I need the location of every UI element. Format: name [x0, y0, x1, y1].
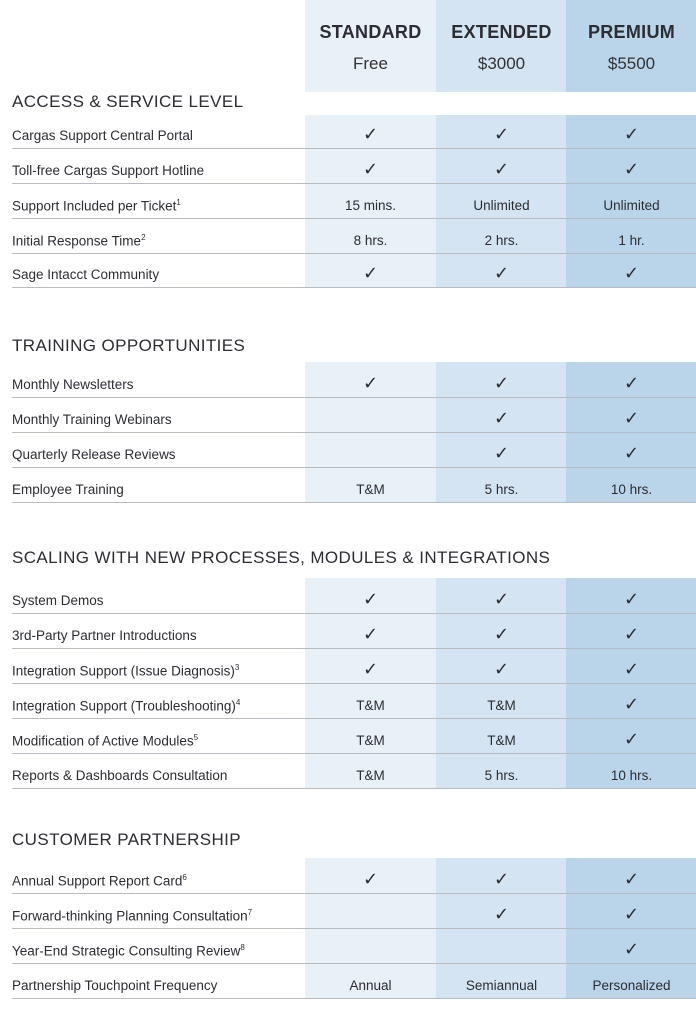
table-row: [12, 397, 696, 433]
check-icon: ✓: [623, 124, 640, 144]
table-row: [12, 753, 696, 789]
check-icon: ✓: [623, 443, 640, 463]
check-icon: ✓: [493, 159, 510, 179]
check-icon: ✓: [493, 124, 510, 144]
check-icon: ✓: [362, 159, 379, 179]
check-icon: ✓: [493, 408, 510, 428]
footnote-marker: 8: [240, 942, 245, 952]
footnote-marker: 6: [182, 872, 187, 882]
check-icon: ✓: [362, 263, 379, 283]
row-label: Support Included per Ticket$^1$: [12, 197, 181, 213]
table-row: [12, 683, 696, 719]
row-label: Toll-free Cargas Support Hotline: [12, 163, 205, 178]
check-icon: ✓: [623, 159, 640, 179]
cell-value: 5 hrs.: [484, 482, 519, 497]
check-icon: ✓: [493, 624, 510, 644]
table-row: [12, 432, 696, 468]
row-label: Sage Intacct Community: [12, 267, 160, 282]
cell-value: Semiannual: [465, 978, 538, 993]
row-label: Partnership Touchpoint Frequency: [12, 978, 218, 993]
check-icon: ✓: [623, 373, 640, 393]
check-icon: ✓: [362, 373, 379, 393]
footnote-marker: 2: [141, 232, 146, 242]
row-label: Integration Support (Issue Diagnosis)$^3$: [12, 662, 240, 678]
cell-value: T&M: [356, 733, 385, 748]
footnote-marker: 5: [193, 732, 199, 742]
section-title-scaling: SCALING WITH NEW PROCESSES, MODULES & INTEGRATIONS: [12, 548, 551, 567]
cell-value: T&M: [356, 768, 385, 783]
table-row: [12, 362, 696, 398]
row-label: Monthly Newsletters: [12, 377, 134, 392]
check-icon: ✓: [623, 939, 640, 959]
row-label: Monthly Training Webinars: [12, 412, 172, 427]
extended-column-header-bg: [436, 0, 566, 92]
check-icon: ✓: [623, 624, 640, 644]
check-icon: ✓: [623, 659, 640, 679]
section-title-training-opportunities: TRAINING OPPORTUNITIES: [12, 336, 246, 355]
row-label: System Demos: [12, 593, 104, 608]
standard-column-header-bg: [305, 0, 436, 92]
check-icon: ✓: [362, 659, 379, 679]
check-icon: ✓: [623, 729, 640, 749]
cell-value: Unlimited: [603, 198, 660, 213]
premium-column-header-bg: [566, 0, 696, 92]
row-label: Reports & Dashboards Consultation: [12, 768, 228, 783]
table-row: [12, 252, 696, 288]
cell-value: Personalized: [592, 978, 671, 993]
check-icon: ✓: [493, 443, 510, 463]
cell-value: 1 hr.: [618, 233, 645, 248]
check-icon: ✓: [493, 659, 510, 679]
footnote-marker: 4: [235, 697, 241, 707]
row-label: Cargas Support Central Portal: [12, 128, 193, 143]
check-icon: ✓: [493, 263, 510, 283]
cell-value: 10 hrs.: [610, 482, 653, 497]
row-label: Year-End Strategic Consulting Review$^8$: [12, 942, 245, 958]
plan-price-standard: Free: [353, 54, 388, 73]
row-label: Quarterly Release Reviews: [12, 447, 176, 462]
check-icon: ✓: [493, 589, 510, 609]
check-icon: ✓: [493, 904, 510, 924]
check-icon: ✓: [623, 589, 640, 609]
cell-value: Unlimited: [473, 198, 530, 213]
check-icon: ✓: [623, 694, 640, 714]
table-row: [12, 963, 696, 999]
row-label: Employee Training: [12, 482, 124, 497]
plan-name-standard: STANDARD: [319, 22, 422, 42]
footnote-marker: 7: [247, 907, 253, 917]
plan-name-premium: PREMIUM: [587, 22, 676, 42]
table-row: [12, 718, 696, 754]
row-label: Initial Response Time$^2$: [12, 232, 146, 248]
footnote-marker: 3: [234, 662, 240, 672]
check-icon: ✓: [493, 373, 510, 393]
check-icon: ✓: [362, 624, 379, 644]
cell-value: T&M: [356, 482, 385, 497]
cell-value: 2 hrs.: [484, 233, 519, 248]
check-icon: ✓: [623, 263, 640, 283]
cell-value: 15 mins.: [344, 198, 397, 213]
check-icon: ✓: [623, 869, 640, 889]
cell-value: T&M: [356, 698, 385, 713]
cell-value: 5 hrs.: [484, 768, 519, 783]
table-row: [12, 648, 696, 684]
table-row: [12, 148, 696, 184]
check-icon: ✓: [362, 124, 379, 144]
table-row: [12, 613, 696, 649]
table-row: [12, 578, 696, 614]
section-title-access-service-level: ACCESS & SERVICE LEVEL: [12, 92, 244, 111]
check-icon: ✓: [623, 904, 640, 924]
table-row: [12, 218, 696, 254]
row-label: Forward-thinking Planning Consultation$^7$: [12, 907, 253, 923]
plan-price-premium: $5500: [607, 54, 656, 73]
table-row: [12, 928, 696, 964]
row-label: Integration Support (Troubleshooting)$^4$: [12, 697, 241, 713]
plan-name-extended: EXTENDED: [451, 22, 552, 42]
check-icon: ✓: [623, 408, 640, 428]
check-icon: ✓: [362, 589, 379, 609]
check-icon: ✓: [362, 869, 379, 889]
cell-value: T&M: [487, 698, 516, 713]
section-title-customer-partnership: CUSTOMER PARTNERSHIP: [12, 830, 242, 849]
row-label: 3rd-Party Partner Introductions: [12, 628, 197, 643]
check-icon: ✓: [493, 869, 510, 889]
footnote-marker: 1: [176, 197, 181, 207]
table-row: [12, 467, 696, 503]
cell-value: Annual: [349, 978, 392, 993]
row-label: Modification of Active Modules$^5$: [12, 732, 199, 748]
table-row: [12, 893, 696, 929]
plan-price-extended: $3000: [477, 54, 526, 73]
table-row: [12, 858, 696, 894]
cell-value: T&M: [487, 733, 516, 748]
row-label: Annual Support Report Card$^6$: [12, 872, 187, 888]
cell-value: 10 hrs.: [610, 768, 653, 783]
table-row: [12, 183, 696, 219]
cell-value: 8 hrs.: [353, 233, 388, 248]
table-row: [12, 113, 696, 149]
